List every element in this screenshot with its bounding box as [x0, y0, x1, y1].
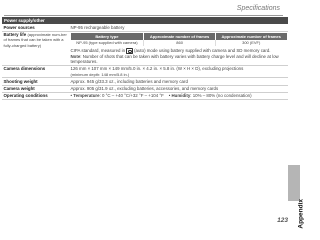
spec-row-camera-dimensions: [2, 65, 288, 78]
auto-mode-icon: [126, 48, 133, 54]
spec-row-operating-conditions: [2, 92, 288, 99]
battery-table-cell: 860: [144, 40, 216, 46]
spec-row-shooting-weight: [2, 78, 288, 85]
row-value: Approx. 905 g/31.9 oz., excluding batteries, accessories, and memory cards: [69, 85, 288, 92]
row-label: [2, 31, 69, 65]
row-value: [69, 65, 288, 78]
battery-table-cell: 300 (EVF): [242, 40, 261, 46]
section-title: Power supply/other: [2, 17, 288, 24]
spec-row-camera-weight: [2, 85, 288, 92]
row-label: Camera dimensions: [2, 65, 69, 78]
section-header-row: [2, 17, 288, 24]
page-header-title: Specifications: [236, 5, 280, 12]
spec-row-power-sources: [2, 24, 288, 31]
spec-table: [2, 17, 288, 100]
bullet: •: [168, 93, 171, 99]
battery-life-table: [71, 33, 287, 46]
cipa-note-text: CIPA standard, measured in: [70, 47, 126, 53]
dimensions-sub: (minimum depth: 148 mm/5.8 in.): [70, 71, 130, 77]
battery-table-header-cell: Battery type: [71, 33, 144, 40]
battery-table-cell: NP-95 (type supplied with camera): [71, 40, 144, 46]
row-label: Operating conditions: [2, 92, 69, 99]
battery-note-temperature: [71, 54, 287, 65]
spec-row-battery-life: [2, 31, 288, 65]
temperature-value: : 0 °C – +40 °C/+32 °F – +104 °F: [99, 93, 164, 99]
note-label: Note: [70, 53, 81, 59]
dimensions-value: 126 mm × 107 mm × 149 mm/5.0 in. × 4.2 in. × 5.8 in. (W × H × D), excluding projections: [70, 66, 244, 72]
note-text: : Number of shots that can be taken with battery varies with battery charge level and will decline at low temperatures.: [70, 53, 279, 64]
row-value: [69, 92, 288, 99]
row-value: NP-95 rechargeable battery: [69, 24, 288, 31]
row-label: Power sources: [2, 24, 69, 31]
appendix-tab-label: Appendix: [298, 199, 305, 229]
humidity-label: Humidity: [171, 93, 191, 99]
temperature-label: Temperature: [73, 93, 100, 99]
row-value: Approx. 945 g/33.3 oz., including batteries and memory card: [69, 78, 288, 85]
battery-table-header-cell: Approximate number of frames: [215, 33, 286, 40]
bullet: •: [70, 93, 73, 99]
row-label: Camera weight: [2, 85, 69, 92]
battery-table-row: [71, 40, 287, 46]
battery-table-header: [71, 33, 287, 40]
appendix-side-tab: [288, 165, 300, 201]
battery-life-sub-label: (approximate num-ber of frames that can be taken with a fully-charged battery): [3, 31, 67, 48]
page-number: 123: [277, 217, 288, 224]
battery-life-label: Battery life: [3, 31, 27, 37]
battery-table-header-cell: Approximate number of frames: [144, 33, 216, 40]
row-value: [69, 31, 288, 65]
cipa-note-tail: (auto) mode using battery supplied with camera and SD memory card.: [134, 47, 271, 53]
header-rule: [4, 15, 283, 16]
row-label: Shooting weight: [2, 78, 69, 85]
humidity-value: : 10% – 80% (no condensation): [190, 93, 252, 99]
